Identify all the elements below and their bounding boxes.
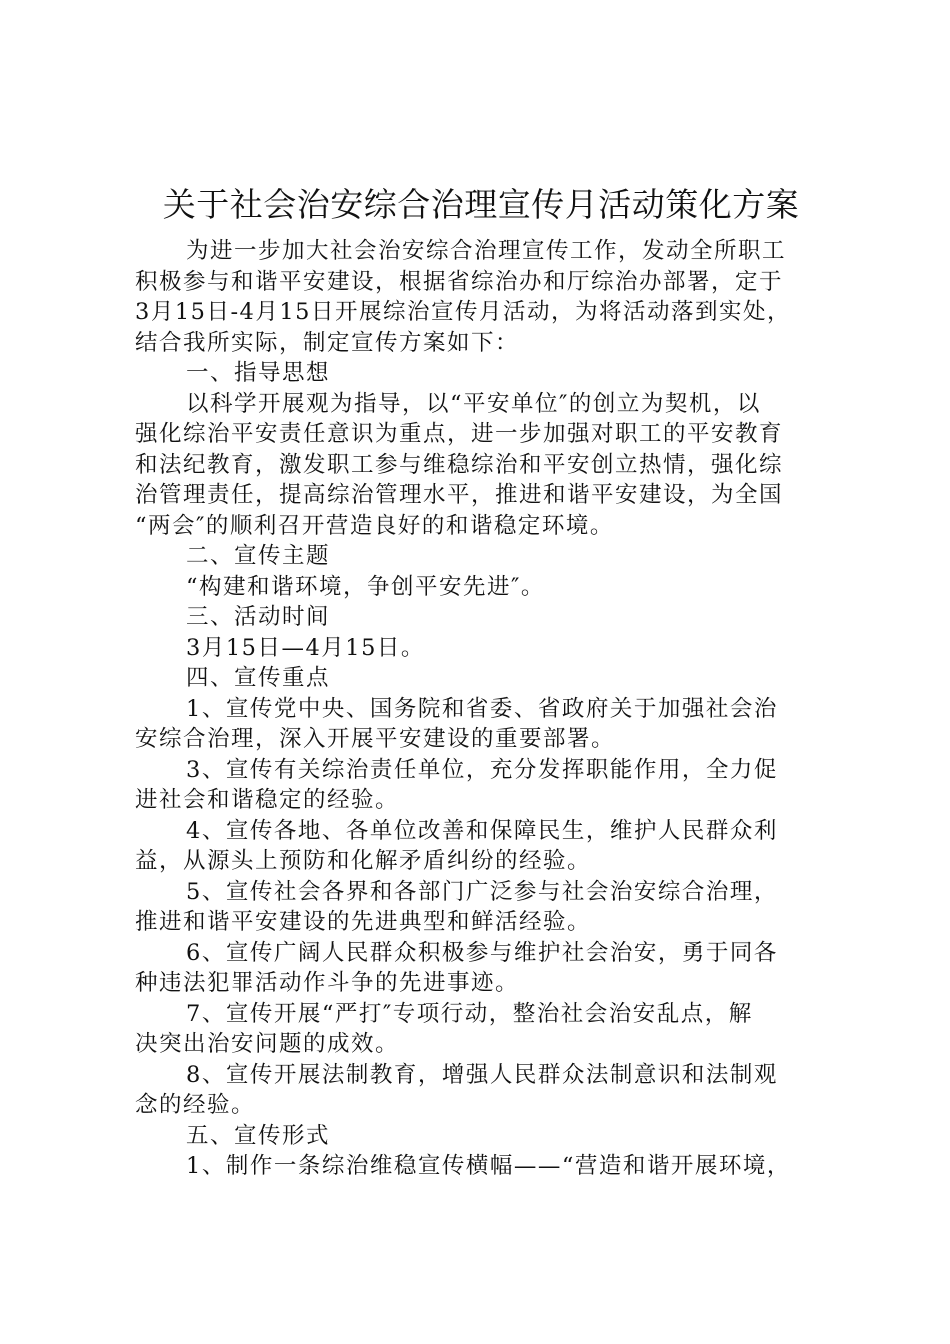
- body-line: 决突出治安问题的成效。: [135, 1031, 400, 1057]
- body-line: 为进一步加大社会治安综合治理宣传工作，发动全所职工: [186, 238, 787, 264]
- body-line: 五、宣传形式: [186, 1122, 331, 1149]
- document-body: [135, 236, 827, 1182]
- body-line: 四、宣传重点: [186, 665, 331, 691]
- body-line: 推进和谐平安建设的先进典型和鲜活经验。: [135, 909, 592, 935]
- body-line: 3、宣传有关综治责任单位，充分发挥职能作用，全力促: [186, 756, 778, 783]
- body-line: “两会″的顺利召开营造良好的和谐稳定环境。: [135, 512, 614, 539]
- body-line: “构建和谐环境，争创平安先进″。: [186, 573, 545, 600]
- body-line: 益，从源头上预防和化解矛盾纠纷的经验。: [135, 848, 592, 874]
- body-line: 种违法犯罪活动作斗争的先进事迹。: [135, 970, 520, 996]
- body-line: 6、宣传广阔人民群众积极参与维护社会治安，勇于同各: [186, 939, 778, 966]
- body-line: 治管理责任，提高综治管理水平，推进和谐平安建设，为全国: [135, 482, 784, 508]
- body-line: 积极参与和谐平安建设，根据省综治办和厅综治办部署，定于: [135, 268, 784, 295]
- document-title: 关于社会治安综合治理宣传月活动策化方案: [162, 185, 800, 224]
- document-page: [135, 180, 827, 1182]
- body-line: 7、宣传开展“严打″专项行动，整治社会治安乱点，解: [186, 1000, 753, 1027]
- body-line: 进社会和谐稳定的经验。: [135, 787, 400, 813]
- body-line: 三、活动时间: [186, 604, 331, 630]
- body-line: 8、宣传开展法制教育，增强人民群众法制意识和法制观: [186, 1061, 778, 1088]
- body-line: 强化综治平安责任意识为重点，进一步加强对职工的平安教育: [135, 421, 784, 447]
- body-line: 一、指导思想: [186, 360, 331, 386]
- body-line: 安综合治理，深入开展平安建设的重要部署。: [135, 726, 616, 752]
- body-line: 5、宣传社会各界和各部门广泛参与社会治安综合治理，: [186, 878, 778, 905]
- body-line: 4、宣传各地、各单位改善和保障民生，维护人民群众利: [186, 817, 778, 844]
- body-line: 1、宣传党中央、国务院和省委、省政府关于加强社会治: [186, 695, 778, 722]
- body-line: 3月15日-4月15日开展综治宣传月活动，为将活动落到实处，: [135, 299, 791, 325]
- body-line: 以科学开展观为指导，以“平安单位″的创立为契机，以: [186, 390, 761, 417]
- body-line: 和法纪教育，激发职工参与维稳综治和平安创立热情，强化综: [135, 451, 784, 478]
- body-line: 结合我所实际，制定宣传方案如下：: [135, 329, 520, 356]
- body-line: 念的经验。: [135, 1092, 256, 1118]
- body-line: 3月15日—4月15日。: [186, 634, 425, 661]
- body-line: 二、宣传主题: [186, 543, 331, 569]
- body-line: 1、制作一条综治维稳宣传横幅——“营造和谐开展环境，: [186, 1153, 791, 1179]
